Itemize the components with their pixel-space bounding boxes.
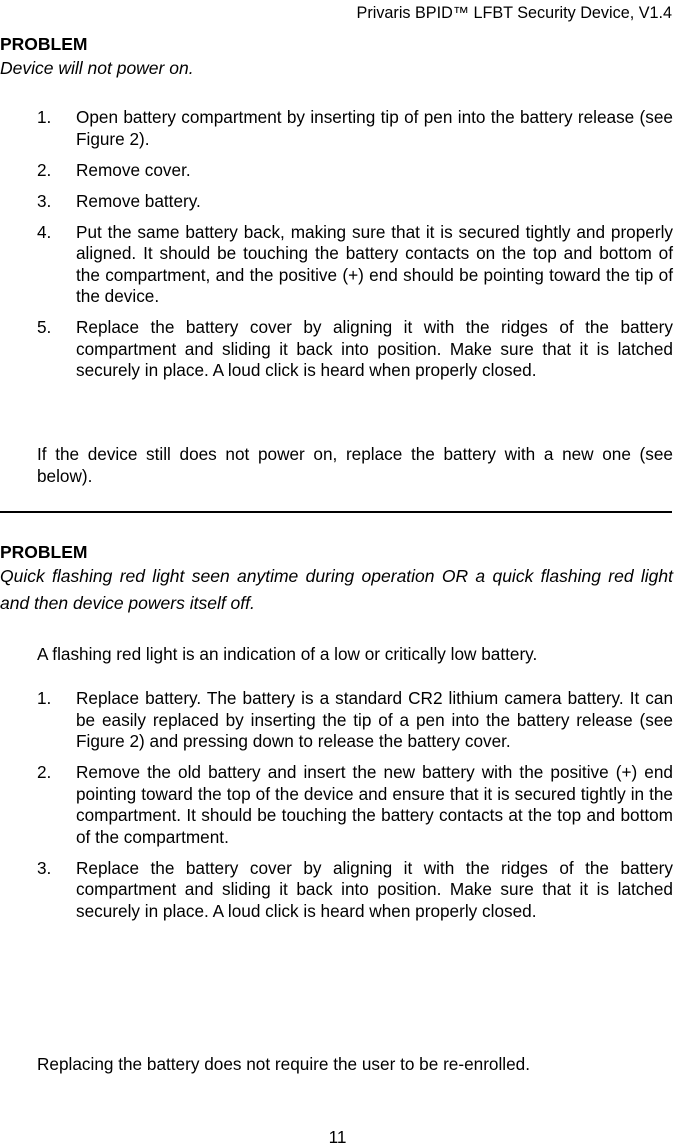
step-text: Replace battery. The battery is a standard CR2 lithium camera battery. It can be easily replaced by inserting the tip of a pen into the battery release (see Figure 2) and pressing down to release the battery cover. bbox=[76, 688, 673, 751]
step-number: 2. bbox=[37, 762, 52, 782]
troubleshooting-steps-power bbox=[0, 107, 673, 391]
enrollment-note: Replacing the battery does not require the user to be re-enrolled. bbox=[37, 1054, 531, 1074]
step-number: 5. bbox=[37, 317, 52, 337]
step-text: Replace the battery cover by aligning it with the ridges of the battery compartment and sliding it back into position. Make sure that it is latched securely in place. A loud click is heard when properly closed. bbox=[76, 317, 673, 380]
step-number: 3. bbox=[37, 857, 52, 878]
step-text: Remove cover. bbox=[76, 159, 191, 180]
running-header: Privaris BPID™ LFBT Security Device, V1.4 bbox=[356, 4, 672, 22]
problem-intro: A flashing red light is an indication of a low or critically low battery. bbox=[37, 644, 538, 664]
list-item bbox=[0, 222, 673, 308]
list-item bbox=[0, 317, 673, 382]
step-text: Put the same battery back, making sure that it is secured tightly and properly aligned. It should be touching the battery contacts on the top and bottom of the compartment, and the positive (+) end should be pointing toward the tip of the device. bbox=[76, 221, 673, 306]
problem-section-red-light bbox=[0, 541, 673, 617]
step-text: Remove battery. bbox=[76, 190, 201, 211]
section-divider bbox=[0, 511, 672, 513]
step-text: Open battery compartment by inserting tip of pen into the battery release (see Figure 2). bbox=[76, 107, 673, 149]
list-item bbox=[0, 858, 673, 923]
step-text: Remove the old battery and insert the new battery with the positive (+) end pointing toward the top of the device and ensure that it is secured tightly in the compartment. It should be touching the battery contacts at the top and bottom of the compartment. bbox=[76, 762, 673, 847]
problem-description: Device will not power on. bbox=[0, 58, 194, 78]
step-number: 1. bbox=[37, 107, 52, 127]
step-number: 4. bbox=[37, 221, 52, 242]
list-item bbox=[0, 107, 673, 150]
followup-note: If the device still does not power on, replace the battery with a new one (see below). bbox=[37, 444, 673, 486]
problem-section-power bbox=[0, 33, 673, 82]
list-item bbox=[0, 191, 673, 213]
problem-description: Quick flashing red light seen anytime during operation OR a quick flashing red light and then device powers itself off. bbox=[0, 566, 673, 613]
step-number: 3. bbox=[37, 190, 52, 211]
step-number: 1. bbox=[37, 688, 52, 708]
step-text: Replace the battery cover by aligning it with the ridges of the battery compartment and sliding it back into position. Make sure that it is latched securely in place. A loud click is heard when properly closed. bbox=[76, 857, 673, 921]
step-number: 2. bbox=[37, 159, 52, 180]
list-item bbox=[0, 160, 673, 182]
problem-heading: PROBLEM bbox=[0, 34, 88, 54]
page-number: 11 bbox=[328, 1127, 347, 1147]
list-item bbox=[0, 688, 673, 753]
list-item bbox=[0, 762, 673, 848]
problem-heading: PROBLEM bbox=[0, 542, 88, 562]
troubleshooting-steps-battery bbox=[0, 688, 673, 932]
